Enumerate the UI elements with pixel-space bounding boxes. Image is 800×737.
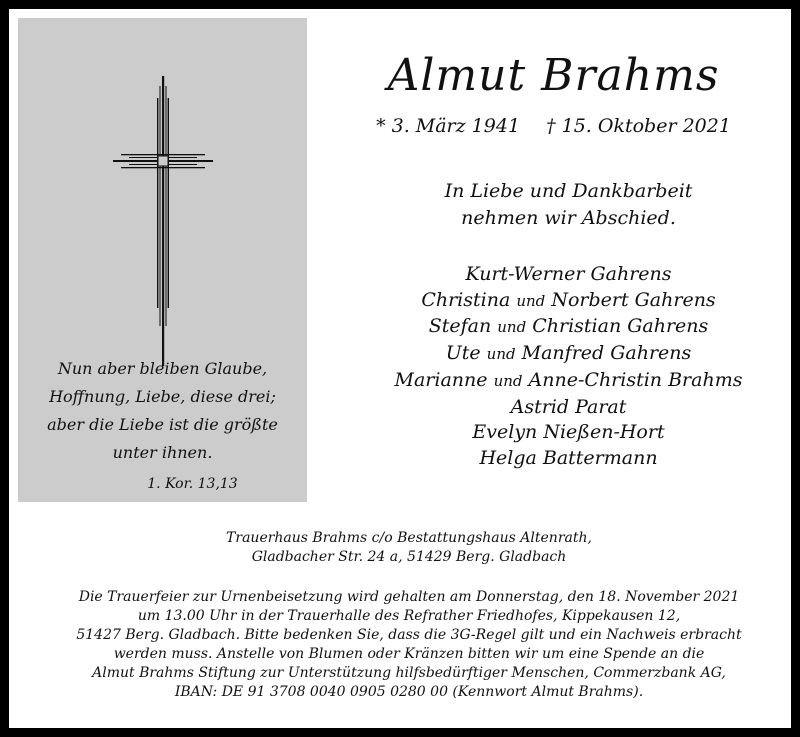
farewell-message	[307, 178, 800, 232]
mourner-line	[307, 395, 800, 421]
notice-line: IBAN: DE 91 3708 0040 0905 0280 00 (Kennwort Almut Brahms).	[174, 684, 644, 700]
conjunction: und	[497, 318, 527, 337]
verse-line: aber die Liebe ist die größte	[47, 415, 278, 434]
birth-date: * 3. März 1941	[376, 115, 521, 137]
cross-icon	[113, 76, 213, 366]
notice-line: werden muss. Anstelle von Blumen oder Kränzen bitten wir um eine Spende an die	[113, 646, 705, 662]
mourner-line	[307, 420, 800, 446]
notice-line: Die Trauerfeier zur Urnenbeisetzung wird gehalten am Donnerstag, den 18. November 2021	[78, 589, 740, 605]
mourner-name: Marianne	[394, 368, 488, 391]
mourner-name: Helga Battermann	[479, 446, 658, 469]
life-dates	[307, 112, 800, 140]
bible-verse	[18, 355, 307, 467]
conjunction: und	[486, 345, 516, 364]
deceased-name: Almut Brahms	[387, 50, 720, 101]
verse-reference: 1. Kor. 13,13	[147, 476, 238, 492]
mourner-line	[307, 314, 800, 341]
notice-line: Almut Brahms Stiftung zur Unterstützung hilfsbedürftiger Menschen, Commerzbank AG,	[92, 665, 726, 681]
notice-line: um 13.00 Uhr in der Trauerhalle des Refrather Friedhofes, Kippekausen 12,	[137, 608, 681, 624]
conjunction: und	[516, 291, 546, 310]
mourner-line	[307, 262, 800, 288]
conjunction: und	[493, 371, 523, 390]
address-line: Trauerhaus Brahms c/o Bestattungshaus Altenrath,	[226, 530, 592, 546]
mourner-name: Manfred Gahrens	[521, 342, 692, 365]
verse-line: unter ihnen.	[112, 443, 213, 462]
address-line: Gladbacher Str. 24 a, 51429 Berg. Gladbach	[251, 549, 567, 565]
farewell-line: nehmen wir Abschied.	[461, 207, 676, 229]
mourning-address	[18, 529, 800, 567]
mourner-name: Astrid Parat	[510, 395, 627, 418]
service-details	[18, 529, 800, 702]
verse-line: Hoffnung, Liebe, diese drei;	[49, 387, 276, 406]
mourner-name: Anne-Christin Brahms	[528, 368, 743, 391]
mourner-name: Christian Gahrens	[532, 315, 709, 338]
verse-line: Nun aber bleiben Glaube,	[57, 359, 268, 378]
mourner-name: Evelyn Nießen-Hort	[472, 421, 665, 444]
mourner-line	[307, 368, 800, 395]
mourner-line	[307, 288, 800, 315]
mourner-name: Stefan	[428, 315, 492, 338]
mourner-line	[307, 341, 800, 368]
death-date: † 15. Oktober 2021	[546, 115, 731, 137]
mourner-name: Kurt-Werner Gahrens	[465, 263, 672, 285]
mourner-name: Norbert Gahrens	[551, 288, 716, 311]
funeral-notice	[18, 588, 800, 702]
mourners-list	[307, 262, 800, 472]
notice-line: 51427 Berg. Gladbach. Bitte bedenken Sie, dass die 3G-Regel gilt und ein Nachweis erbracht	[76, 627, 742, 643]
farewell-line: In Liebe und Dankbarbeit	[444, 180, 693, 202]
mourner-line	[307, 446, 800, 472]
verse-panel	[18, 18, 307, 502]
mourner-name: Christina	[421, 288, 511, 311]
mourner-name: Ute	[445, 342, 481, 365]
